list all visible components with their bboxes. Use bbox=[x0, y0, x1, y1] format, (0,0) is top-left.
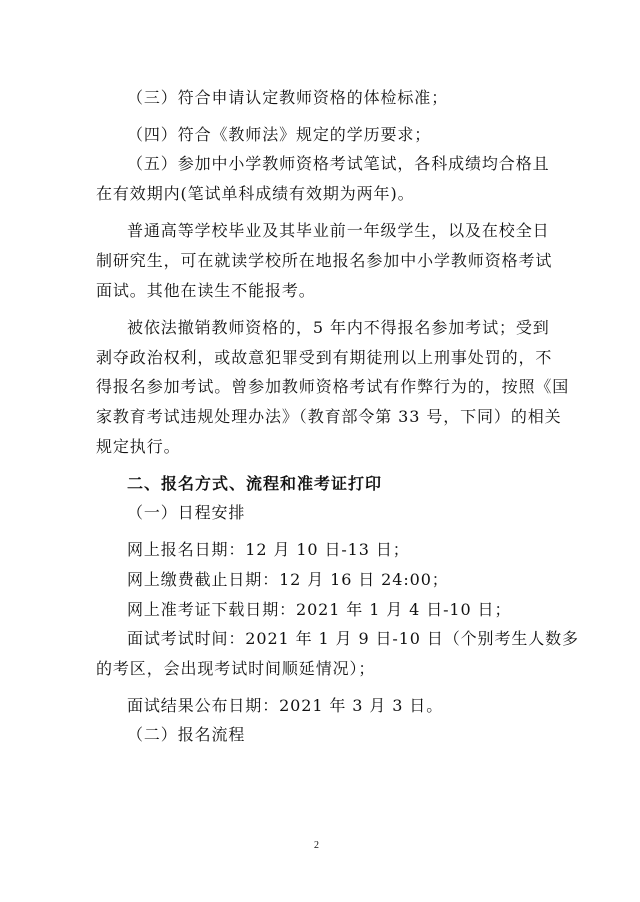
page-number: 2 bbox=[314, 840, 319, 851]
eligibility-line-3: 面试。其他在读生不能报考。 bbox=[96, 281, 316, 300]
admission-ticket-date-line: 网上准考证下载日期：2021 年 1 月 4 日-10 日； bbox=[127, 600, 512, 619]
eligibility-line-2: 制研究生，可在就读学校所在地报名参加中小学教师资格考试 bbox=[96, 251, 553, 270]
schedule-subheading: （一）日程安排 bbox=[127, 503, 246, 522]
result-date-line: 面试结果公布日期：2021 年 3 月 3 日。 bbox=[127, 696, 444, 715]
eligibility-line-1: 普通高等学校毕业及其毕业前一年级学生，以及在校全日 bbox=[127, 221, 550, 240]
restriction-line-4: 家教育考试违规处理办法》（教育部令第 33 号，下同）的相关 bbox=[96, 407, 562, 426]
registration-date-line: 网上报名日期：12 月 10 日-13 日； bbox=[127, 540, 410, 559]
payment-deadline-line: 网上缴费截止日期：12 月 16 日 24:00； bbox=[127, 570, 449, 589]
requirement-4-line-1: （四）符合《教师法》规定的学历要求； bbox=[127, 125, 432, 144]
restriction-line-3: 得报名参加考试。曾参加教师资格考试有作弊行为的，按照《国 bbox=[96, 377, 570, 396]
restriction-line-1: 被依法撤销教师资格的，5 年内不得报名参加考试；受到 bbox=[127, 318, 550, 337]
requirement-5-line-2: 在有效期内(笔试单科成绩有效期为两年)。 bbox=[96, 184, 415, 203]
interview-time-line-2: 的考区，会出现考试时间顺延情况）； bbox=[96, 659, 376, 678]
section-heading: 二、报名方式、流程和准考证打印 bbox=[127, 474, 383, 493]
restriction-line-2: 剥夺政治权利，或故意犯罪受到有期徒刑以上刑事处罚的，不 bbox=[96, 348, 553, 367]
restriction-line-5: 规定执行。 bbox=[96, 437, 181, 456]
registration-process-subheading: （二）报名流程 bbox=[127, 725, 246, 744]
requirement-5-line-1: （五）参加中小学教师资格考试笔试，各科成绩均合格且 bbox=[127, 154, 550, 173]
interview-time-line-1: 面试考试时间：2021 年 1 月 9 日-10 日（个别考生人数多 bbox=[127, 629, 579, 648]
requirement-3-line-1: （三）符合申请认定教师资格的体检标准； bbox=[127, 88, 449, 107]
